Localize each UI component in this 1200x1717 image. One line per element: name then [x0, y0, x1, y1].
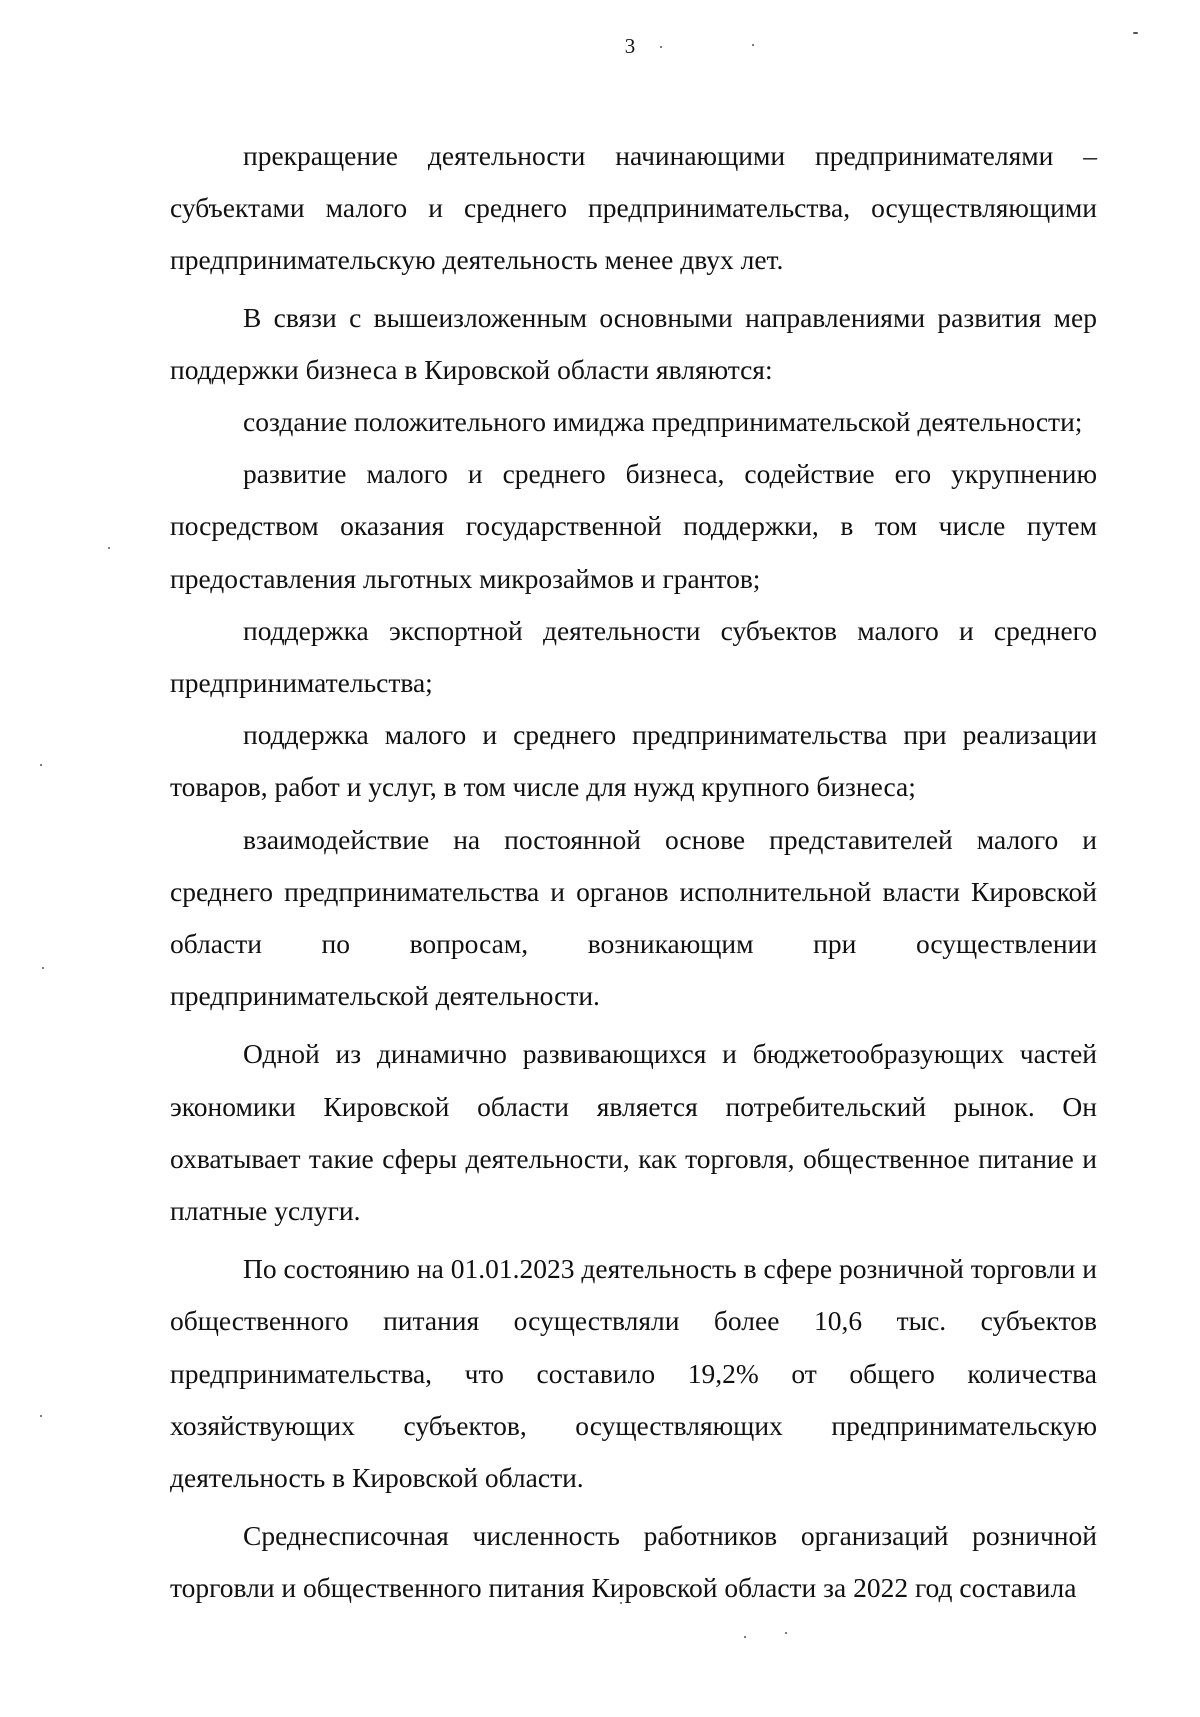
paragraph: развитие малого и среднего бизнеса, содействие его укрупнению посредством оказания государственной поддержки, в том числе путем предоставления льготных микрозаймов и грантов; — [170, 458, 1097, 594]
scan-speck — [785, 1632, 787, 1634]
paragraph: По состоянию на 01.01.2023 деятельность в сфере розничной торговли и общественного питания осуществляли более 10,6 тыс. субъектов предпринимательства, что составило 19,2% от общего количества хозяйствующих субъектов, осуществляющих предпринимательскую деятельность в Кировской области. — [170, 1253, 1097, 1494]
paragraph: прекращение деятельности начинающими предпринимателями – субъектами малого и среднего предпринимательства, осуществляющими предпринимательскую деятельность менее двух лет. — [170, 140, 1097, 276]
paragraph: В связи с вышеизложенным основными направлениями развития мер поддержки бизнеса в Кировской области являются: — [170, 301, 1097, 385]
paragraph: создание положительного имиджа предпринимательской деятельности; — [243, 406, 1083, 438]
paragraph: Одной из динамично развивающихся и бюджетообразующих частей экономики Кировской области является потребительский рынок. Он охватывает такие сферы деятельности, как торговля, общественное питание и платные услуги. — [170, 1038, 1097, 1227]
paragraph: поддержка малого и среднего предпринимательства при реализации товаров, работ и услуг, в том числе для нужд крупного бизнеса; — [170, 719, 1097, 803]
scan-speck — [660, 46, 662, 48]
paragraph: поддержка экспортной деятельности субъектов малого и среднего предпринимательства; — [170, 614, 1097, 699]
page-number: 3 — [624, 34, 636, 58]
scan-speck — [108, 547, 110, 549]
paragraph: взаимодействие на постоянной основе представителей малого и среднего предпринимательства и органов исполнительной власти Кировской области по вопросам, возникающим при осуществлении предпринимательской деятельности. — [170, 823, 1097, 1012]
scan-speck — [1133, 32, 1138, 34]
scan-speck — [40, 1415, 42, 1417]
body-text — [170, 130, 1097, 1615]
paragraph: Среднесписочная численность работников организаций розничной торговли и общественного питания Кировской области за 2022 год составила — [170, 1520, 1097, 1604]
scan-speck — [40, 764, 42, 766]
scan-speck — [42, 967, 44, 969]
scan-speck — [744, 1636, 746, 1638]
scan-speck — [752, 44, 754, 46]
